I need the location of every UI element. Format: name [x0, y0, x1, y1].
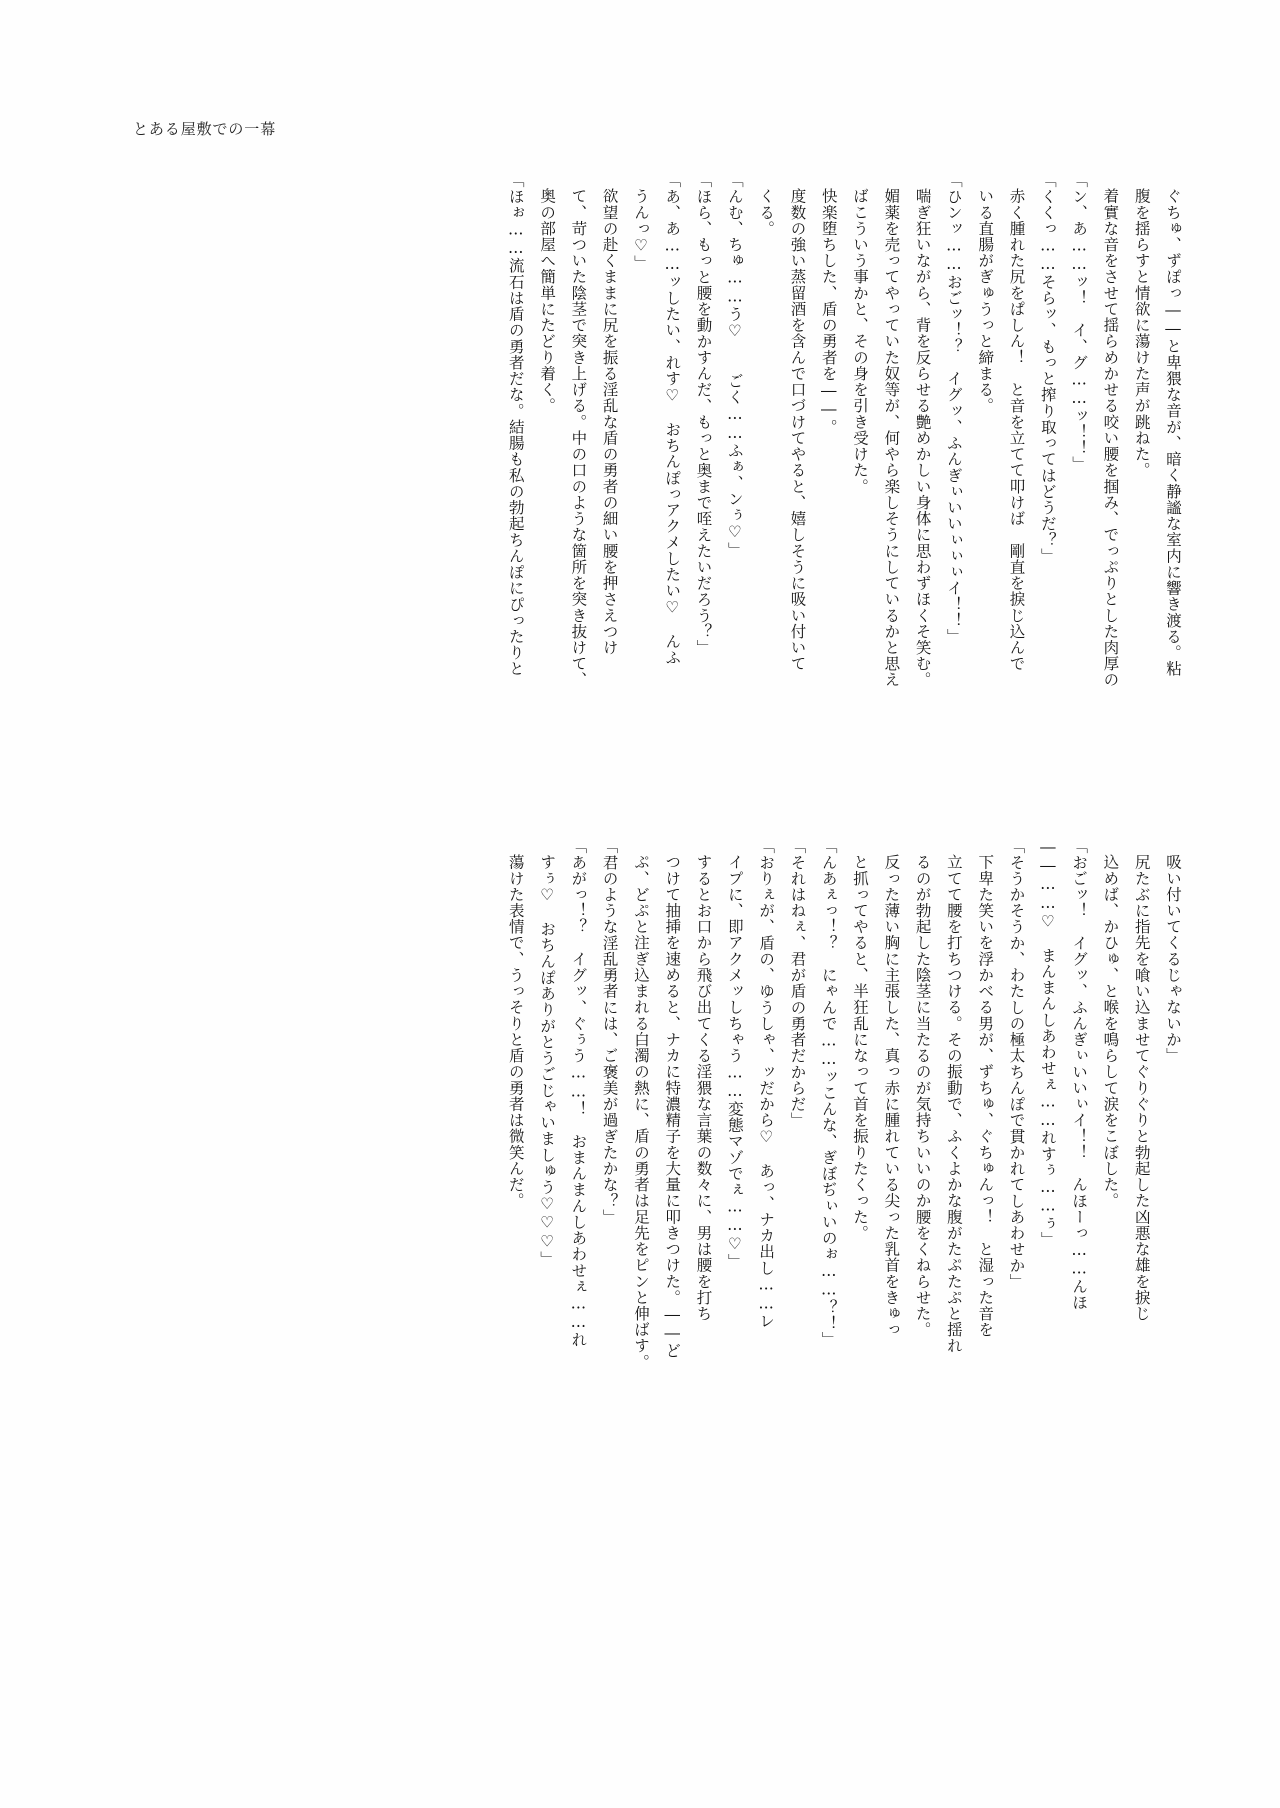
paragraph-line: と抓ってやると、半狂乱になって首を振りたくった。: [851, 853, 870, 1241]
paragraph-line: 「ひンッ……おごッ！？ イグッ、ふんぎぃいいぃぃぃイ！！」: [944, 172, 963, 645]
paragraph-line: 「おりぇが、盾の、ゆうしゃ、ッだから♡ あっ、ナカ出し……レ: [757, 838, 776, 1330]
paragraph-line: 奥の部屋へ簡単にたどり着く。: [538, 187, 557, 414]
paragraph-line: 込めば、かひゅ、と喉を鳴らして涙をこぼした。: [1101, 853, 1120, 1209]
paragraph-line: 下卑た笑いを浮かべる男が、ずちゅ、ぐちゅんっ！ と湿った音を: [976, 853, 995, 1338]
paragraph-line: うんっ♡」: [631, 187, 650, 271]
paragraph-line: 「んあぇっ！？ にゃんで……ッこんな、ぎぼぢぃいのぉ……？！」: [819, 838, 838, 1348]
paragraph-line: 腹を揺らすと情欲に蕩けた声が跳ねた。: [1132, 187, 1151, 478]
paragraph-line: ばこういう事かと、その身を引き受けた。: [851, 187, 870, 494]
paragraph-line: 「くくっ……そらッ、もっと搾り取ってはどうだ？」: [1038, 172, 1057, 564]
paragraph-line: 反った薄い胸に主張した、真っ赤に腫れている尖った乳首をきゅっ: [882, 853, 901, 1338]
paragraph-line: 吸い付いてくるじゃないか」: [1164, 853, 1182, 1064]
paragraph-line: 立てて腰を打ちつける。その振動で、ふくよかな腹がたぷたぷと揺れ: [944, 853, 963, 1354]
paragraph-line: ――……♡ まんまんしあわせぇ……れすぅ……ぅ」: [1038, 838, 1057, 1248]
paragraph-line: くる。: [757, 187, 776, 236]
paragraph-line: 尻たぶに指先を喰い込ませてぐりぐりと勃起した凶悪な雄を捩じ: [1132, 853, 1151, 1321]
paragraph-line: 「それはねぇ、君が盾の勇者だからだ」: [788, 838, 807, 1129]
paragraph-line: 欲望の赴くままに尻を振る淫乱な盾の勇者の細い腰を押さえつけ: [600, 187, 619, 655]
paragraph-line: るのが勃起した陰茎に当たるのが気持ちいいのか腰をくねらせた。: [913, 853, 932, 1338]
paragraph-line: 「あ、あ……ッしたい、れす♡ おちんぽっアクメしたい♡ んふ: [663, 172, 682, 666]
paragraph-line: て、苛ついた陰茎で突き上げる。中の口のような箇所を突き抜けて、: [569, 187, 588, 688]
paragraph-line: 着實な音をさせて揺らめかせる咬い腰を掴み、でっぷりとした肉厚の: [1101, 187, 1120, 688]
paragraph-line: すぅ♡ おちんぽありがとうごじゃいましゅう♡♡♡」: [538, 853, 557, 1267]
paragraph-line: するとお口から飛び出てくる淫猥な言葉の数々に、男は腰を打ち: [694, 853, 713, 1321]
paragraph-line: 度数の強い蒸留酒を含んで口づけてやると、嬉しそうに吸い付いて: [788, 187, 807, 672]
paragraph-line: 「ン、あ……ッ！ イ、グ……ッ！！」: [1070, 172, 1089, 473]
paragraph-line: ぷ、どぷと注ぎ込まれる白濁の熱に、盾の勇者は足先をピンと伸ばす。: [631, 853, 650, 1370]
paragraph-line: 「あがっ！？ イグッ、ぐぅう……！ おまんまんしあわせぇ……れ: [569, 838, 588, 1348]
paragraph-line: 媚薬を売ってやっていた奴等が、何やら楽しそうにしているかと思え: [882, 187, 901, 688]
paragraph-line: 「ほぉ……流石は盾の勇者だな。結腸も私の勃起ちんぽにぴったりと: [506, 172, 525, 677]
paragraph-line: つけて抽挿を速めると、ナカに特濃精子を大量に叩きつけた。――ど: [663, 853, 682, 1359]
paragraph-line: 蕩けた表情で、うっそりと盾の勇者は微笑んだ。: [506, 853, 525, 1209]
paragraph-line: 喘ぎ狂いながら、背を反らせる艶めかしい身体に思わずほくそ笑む。: [913, 187, 932, 688]
paragraph-line: ぐちゅ、ずぽっ――と卑猥な音が、暗く静謐な室内に響き渡る。粘: [1164, 187, 1182, 677]
paragraph-line: 快楽堕ちした、盾の勇者を――。: [819, 187, 838, 435]
paragraph-line: 「おごッ！ イグッ、ふんぎぃいいぃイ！！ んほーっ……んほ: [1070, 838, 1089, 1311]
text-block-top: [308, 172, 1188, 782]
paragraph-line: 「そうかそうか、わたしの極太ちんぽで貫かれてしあわせか」: [1007, 838, 1026, 1290]
paragraph-line: 赤く腫れた尻をぱしん！ と音を立てて叩けば 剛直を捩じ込んで: [1007, 187, 1026, 672]
paragraph-line: いる直腸がぎゅうっと締まる。: [976, 187, 995, 414]
running-title: とある屋敷での一幕: [133, 120, 277, 138]
paragraph-line: 「ほら、もっと腰を動かすんだ、もっと奥まで咥えたいだろう？」: [694, 172, 713, 656]
paragraph-line: イプに、即アクメッしちゃう……変態マゾでぇ……♡」: [725, 853, 744, 1269]
paragraph-line: 「んむ、ちゅ……う♡ ごく……ふぁ、ンぅ♡」: [725, 172, 744, 558]
text-block-bottom: [308, 838, 1188, 1458]
paragraph-line: 「君のような淫乱勇者には、ご褒美が過ぎたかな？」: [600, 838, 619, 1225]
